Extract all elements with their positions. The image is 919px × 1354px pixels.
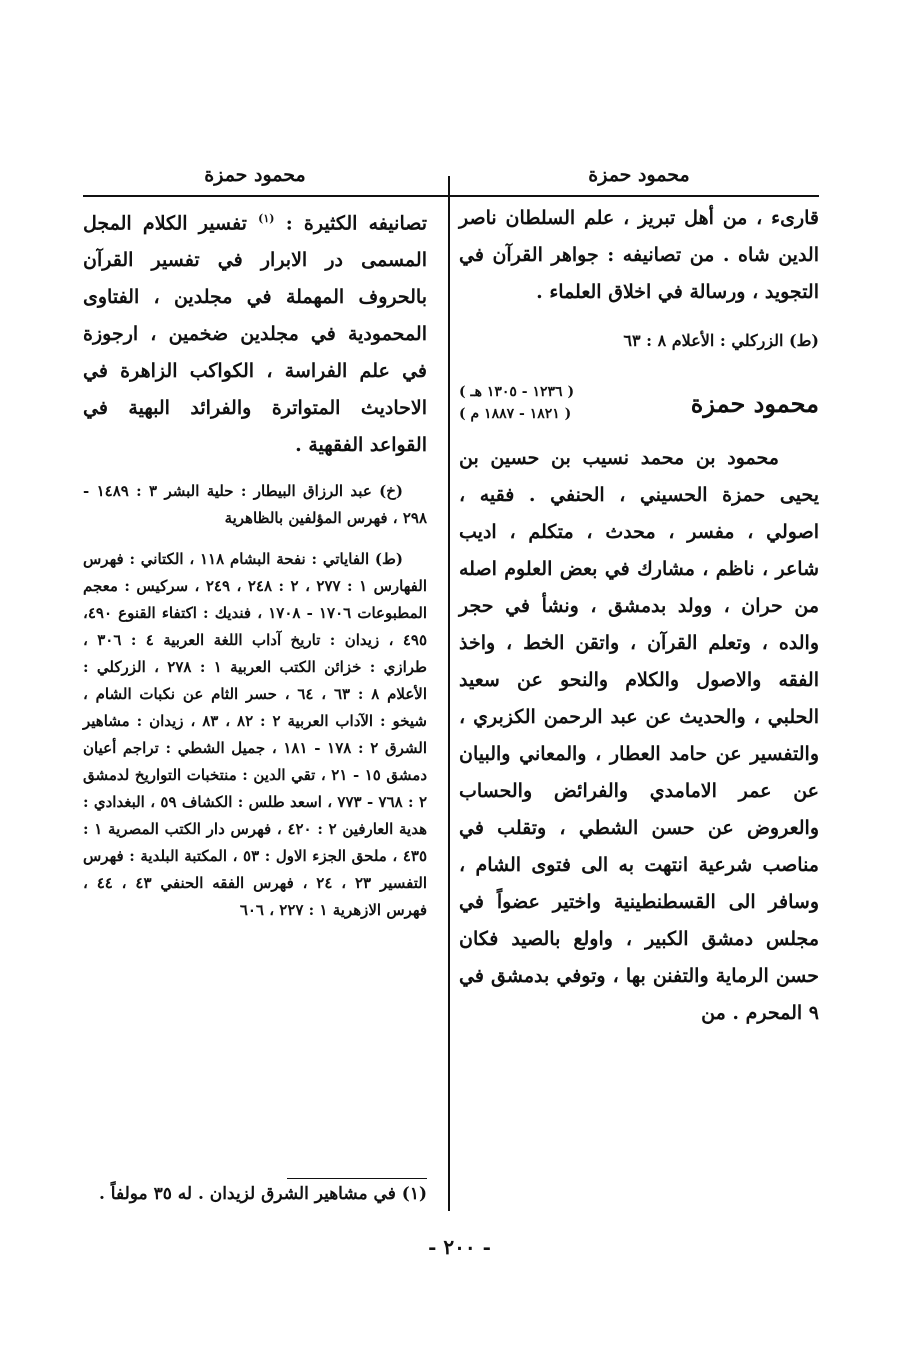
right-column-body <box>459 200 819 1032</box>
column-divider <box>448 176 450 1211</box>
works-paragraph <box>83 200 427 464</box>
entry-name: محمود حمزة <box>690 388 819 418</box>
works-list: تفسير الكلام المجل المسمى در الابرار في تفسير القرآن بالحروف المهملة في مجلدين ، الفتاوى المحمودية في مجلدين ضخمين ، ارجوزة في علم الفراسة ، الكواكب الزاهرة في الاحاديث المتواترة والفرائد البهية في القواعد الفقهية . <box>83 212 427 457</box>
dates-hijri: ( ١٢٣٦ - ١٣٠٥ هـ ) <box>459 384 575 400</box>
entry-continuation: قارىء ، من أهل تبريز ، علم السلطان ناصر الدين شاه . من تصانيفه : جواهر القرآن في التجويد ، ورسالة في اخلاق العلماء . <box>459 207 819 303</box>
entry-biography: محمود بن محمد نسيب بن حسين بن يحيى حمزة الحسيني ، الحنفي . فقيه ، اصولي ، مفسر ، محدث ، متكلم ، اديب شاعر ، ناظم ، مشارك في بعض العلوم اصله من حران ، وولد بدمشق ، ونشأ في حجر والده ، وتعلم القرآن ، واتقن الخط ، واخذ الفقه والاصول والكلام والنحو عن سعيد الحلبي ، والحديث عن عبد الرحمن الكزبري ، والتفسير عن حامد العطار ، والمعاني والبيان عن عمر الامامدي والفرائض والحساب والعروض عن حسن الشطي ، وتقلب في مناصب شرعية انتهت به الى فتوى الشام ، وسافر الى القسطنطينية واختير عضواً في مجلس دمشق الكبير ، واولع بالصيد فكان حسن الرماية والتفنن بها ، وتوفي بدمشق في ٩ المحرم . من <box>459 447 819 1024</box>
running-header-left: محمود حمزة <box>204 164 306 186</box>
dates-gregorian: ( ١٨٢١ - ١٨٨٧ م ) <box>459 406 572 422</box>
left-column-body <box>83 200 427 924</box>
entry-reference: (ط) الزركلي : الأعلام ٨ : ٦٣ <box>623 331 819 350</box>
works-intro: تصانيفه الكثيرة : <box>285 212 427 235</box>
left-column <box>83 158 427 192</box>
header-rule <box>83 195 819 197</box>
right-column <box>459 158 819 192</box>
entry-heading <box>459 372 819 434</box>
manuscript-references: (خ) عبد الرزاق البيطار : حلية البشر ٣ : ١٤٨٩ - ٢٩٨ ، فهرس المؤلفين بالظاهرية <box>83 482 427 528</box>
printed-references: (ط) الفاياتي : نفحة البشام ١١٨ ، الكتاني : فهرس الفهارس ١ : ٢٧٧ ، ٢ : ٢٤٨ ، ٢٤٩ ، سركيس : معجم المطبوعات ١٧٠٦ - ١٧٠٨ ، فنديك : اكتفاء القنوع ٤٩٠، ٤٩٥ ، زيدان : تاريخ آداب اللغة العربية ٤ : ٣٠٦ ، طرازي : خزائن الكتب العربية ١ : ٢٧٨ ، الزركلي : الأعلام ٨ : ٦٣ ، ٦٤ ، حسر الثام عن نكبات الشام ، شيخو : الآداب العربية ٢ : ٨٢ ، ٨٣ ، زيدان : مشاهير الشرق ٢ : ١٧٨ - ١٨١ ، جميل الشطي : تراجم أعيان دمشق ١٥ - ٢١ ، تقي الدين : منتخبات التواريخ لدمشق ٢ : ٧٦٨ - ٧٧٣ ، اسعد طلس : الكشاف ٥٩ ، البغدادي : هدية العارفين ٢ : ٤٢٠ ، فهرس دار الكتب المصرية ١ : ٤٣٥ ، ملحق الجزء الاول : ٥٣ ، المكتبة البلدية : فهرس التفسير ٢٣ ، ٢٤ ، فهرس الفقه الحنفي ٤٣ ، ٤٤ ، فهرس الازهرية ١ : ٢٢٧ ، ٦٠٦ <box>83 550 428 920</box>
footnote-rule <box>287 1178 427 1179</box>
footnote-marker: (١) <box>258 212 275 225</box>
page-number: - ٢٠٠ - <box>428 1235 491 1259</box>
running-header-right: محمود حمزة <box>588 164 690 186</box>
footnote: (١) في مشاهير الشرق لزيدان . له ٣٥ مولفاً . <box>98 1184 427 1204</box>
entry-dates <box>459 381 574 425</box>
